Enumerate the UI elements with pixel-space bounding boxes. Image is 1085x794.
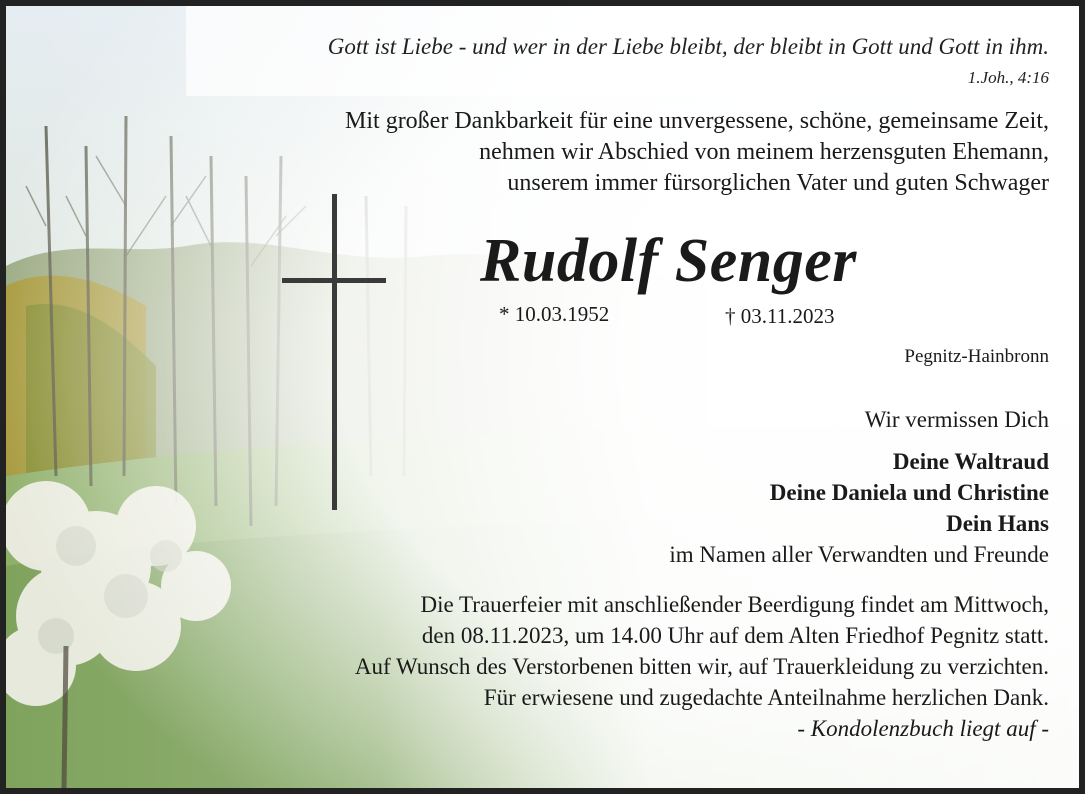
- bible-verse: Gott ist Liebe - und wer in der Liebe bleibt, der bleibt in Gott und Gott in ihm.: [327, 34, 1049, 59]
- intro-line: nehmen wir Abschied von meinem herzensguten Ehemann,: [479, 139, 1049, 165]
- intro-line: unserem immer fürsorglichen Vater und guten Schwager: [507, 170, 1049, 196]
- notice-line: den 08.11.2023, um 14.00 Uhr auf dem Alten Friedhof Pegnitz statt.: [421, 623, 1049, 648]
- miss-line: Wir vermissen Dich: [864, 407, 1049, 432]
- notice-line: Die Trauerfeier mit anschließender Beerdigung findet am Mittwoch,: [420, 592, 1049, 617]
- intro-text: [345, 106, 1049, 199]
- place-of-residence: Pegnitz-Hainbronn: [904, 346, 1049, 367]
- birth-date: * 10.03.1952: [499, 302, 610, 326]
- signature-line: Dein Hans: [946, 511, 1049, 536]
- signature-note: im Namen aller Verwandten und Freunde: [669, 542, 1049, 567]
- deceased-name: Rudolf Senger: [480, 227, 857, 295]
- notice-line: Auf Wunsch des Verstorbenen bitten wir, auf Trauerkleidung zu verzichten.: [354, 654, 1049, 679]
- death-date: † 03.11.2023: [725, 304, 835, 328]
- cross-icon: [282, 194, 392, 514]
- notice-line: Für erwiesene und zugedachte Anteilnahme herzlichen Dank.: [483, 685, 1049, 710]
- condolence-line: - Kondolenzbuch liegt auf -: [797, 716, 1049, 741]
- signature-line: Deine Waltraud: [892, 449, 1049, 474]
- intro-line: Mit großer Dankbarkeit für eine unvergessene, schöne, gemeinsame Zeit,: [345, 108, 1049, 134]
- bible-verse-reference: 1.Joh., 4:16: [967, 68, 1049, 87]
- funeral-notice: [355, 589, 1049, 744]
- signatures: [669, 446, 1049, 570]
- signature-line: Deine Daniela und Christine: [769, 480, 1049, 505]
